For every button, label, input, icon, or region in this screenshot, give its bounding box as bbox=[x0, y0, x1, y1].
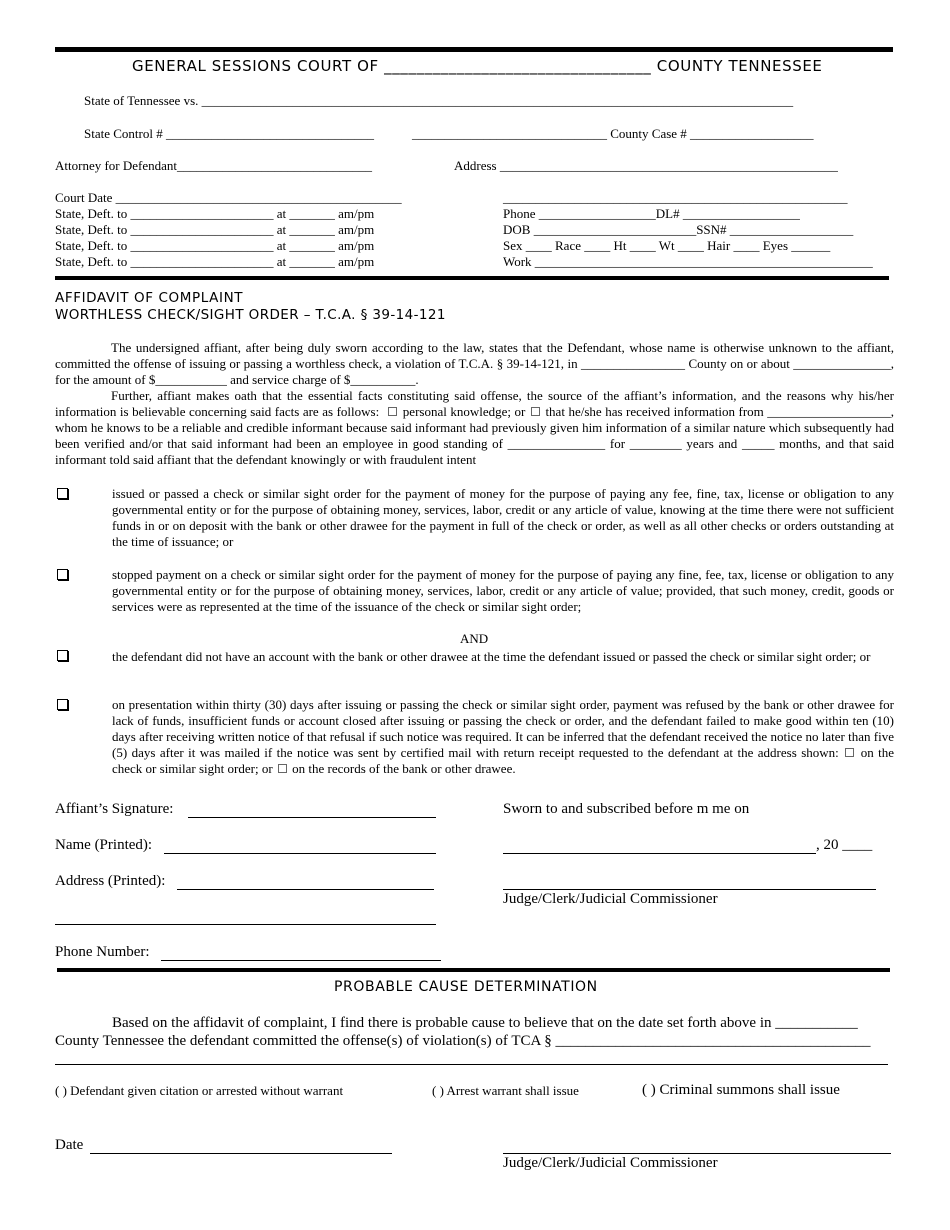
state-deft-row[interactable]: State, Deft. to ______________________ at _______ am/pm bbox=[55, 238, 375, 253]
year-field[interactable]: , 20 ____ bbox=[816, 837, 873, 853]
item-2-checkbox[interactable] bbox=[57, 569, 68, 580]
top-rule bbox=[55, 47, 893, 52]
item-3-checkbox[interactable] bbox=[57, 650, 68, 661]
county-case-field[interactable]: ______________________________ County Case # ___________________ bbox=[412, 126, 814, 141]
personal-knowledge-label: personal knowledge; or bbox=[402, 404, 526, 419]
probable-cause-line-1[interactable]: Based on the affidavit of complaint, I find there is probable cause to believe that on the date set forth above in ___________ bbox=[112, 1015, 858, 1031]
address-printed-label: Address (Printed): bbox=[55, 873, 166, 889]
probable-cause-judge-label: Judge/Clerk/Judicial Commissioner bbox=[503, 1155, 718, 1171]
date-line[interactable] bbox=[90, 1152, 392, 1154]
personal-knowledge-checkbox[interactable] bbox=[388, 407, 397, 416]
check-address-label: on the check or similar sight order; or bbox=[112, 745, 895, 776]
citation-option[interactable]: ( ) Defendant given citation or arrested without warrant bbox=[55, 1083, 344, 1098]
court-date-field[interactable]: Court Date ____________________________________________ bbox=[55, 190, 402, 205]
name-printed-label: Name (Printed): bbox=[55, 837, 153, 853]
affiant-signature-label: Affiant’s Signature: bbox=[55, 801, 174, 817]
affidavit-subtitle: WORTHLESS CHECK/SIGHT ORDER – T.C.A. § 39-14-121 bbox=[55, 307, 446, 323]
date-label: Date bbox=[55, 1137, 84, 1153]
judge-label: Judge/Clerk/Judicial Commissioner bbox=[503, 891, 718, 907]
sworn-label: Sworn to and subscribed before m me on bbox=[503, 801, 750, 817]
dob-ssn-field[interactable]: DOB _________________________SSN# ___________________ bbox=[503, 222, 854, 237]
probable-cause-line-2[interactable]: County Tennessee the defendant committed the offense(s) of violation(s) of TCA § __________________________________________ bbox=[55, 1033, 871, 1049]
item-2-text: stopped payment on a check or similar sight order for the payment of money for the purpose of paying any fine, fee, tax, license or obligation to any governmental entity or for the purpose of obtaining money, services, labor, credit or any article of value; provided, that such money, credit, goods or services were as represented at the time of the issuance of the check or similar sight order; bbox=[112, 567, 894, 614]
address-field[interactable]: Address ____________________________________________________ bbox=[454, 158, 838, 173]
and-label: AND bbox=[460, 631, 489, 646]
phone-number-line[interactable] bbox=[161, 959, 441, 961]
state-deft-row[interactable]: State, Deft. to ______________________ at _______ am/pm bbox=[55, 254, 375, 269]
bank-records-label: on the records of the bank or other drawee. bbox=[292, 761, 516, 776]
informant-checkbox[interactable] bbox=[531, 407, 540, 416]
probable-cause-title: PROBABLE CAUSE DETERMINATION bbox=[334, 979, 598, 995]
work-field[interactable]: Work ____________________________________________________ bbox=[503, 254, 873, 269]
affidavit-paragraph-2 bbox=[55, 388, 894, 468]
check-address-checkbox[interactable] bbox=[845, 748, 854, 757]
phone-number-label: Phone Number: bbox=[55, 944, 150, 960]
header-bottom-rule bbox=[55, 276, 889, 280]
state-vs-field[interactable]: State of Tennessee vs. ___________________________________________________________________________________________ bbox=[84, 93, 794, 108]
criminal-summons-option[interactable]: ( ) Criminal summons shall issue bbox=[642, 1082, 840, 1098]
address-printed-line[interactable] bbox=[177, 888, 434, 890]
informant-label: that he/she has received information from ___________________, whom he knows to be a reliable and credible informant because said informant had previously given him information of a similar nature which subsequently had been verified and/or that said informant had been an employee in good standing of _______________ for ________ years and _____ months, and that said informant told said affiant that the defendant knowingly or with fraudulent intent bbox=[55, 404, 895, 467]
sworn-date-line[interactable] bbox=[503, 852, 816, 854]
state-deft-row[interactable]: State, Deft. to ______________________ at _______ am/pm bbox=[55, 206, 375, 221]
court-title: GENERAL SESSIONS COURT OF _________________________________ COUNTY TENNESSEE bbox=[132, 57, 823, 75]
section-rule bbox=[57, 968, 890, 972]
phone-dl-field[interactable]: Phone __________________DL# __________________ bbox=[503, 206, 800, 221]
item-3-text: the defendant did not have an account with the bank or other drawee at the time the defendant issued or passed the check or similar sight order; or bbox=[112, 649, 871, 664]
affidavit-paragraph-1: The undersigned affiant, after being duly sworn according to the law, states that the Defendant, whose name is otherwise unknown to the affiant, committed the offense of issuing or passing a worthless check, a violation of T.C.A. § 39-14-121, in ________________ County on or about _______________, for the amount of $___________ and service charge of $__________. bbox=[55, 340, 894, 387]
name-printed-line[interactable] bbox=[164, 852, 436, 854]
item-1-checkbox[interactable] bbox=[57, 488, 68, 499]
address-second-line[interactable] bbox=[55, 923, 436, 925]
arrest-warrant-option[interactable]: ( ) Arrest warrant shall issue bbox=[432, 1083, 579, 1098]
state-control-field[interactable]: State Control # ________________________________ bbox=[84, 126, 374, 141]
affiant-signature-line[interactable] bbox=[188, 816, 436, 818]
probable-cause-blank-line[interactable] bbox=[55, 1063, 888, 1065]
affidavit-title: AFFIDAVIT OF COMPLAINT bbox=[55, 290, 244, 306]
attorney-field[interactable]: Attorney for Defendant______________________________ bbox=[55, 158, 373, 173]
paragraph-2-intro: Further, affiant makes oath that the essential facts constituting said offense, the source of the affiant’s information, and the reasons why his/her information is believable concerning said facts are as follows: bbox=[55, 388, 894, 419]
item-4-checkbox[interactable] bbox=[57, 699, 68, 710]
item-1-text: issued or passed a check or similar sight order for the payment of money for the purpose of paying any fee, fine, tax, license or obligation to any governmental entity or for the purpose of obtaining money, services, labor, credit or any article of value, knowing at the time there were not sufficient funds in or on deposit with the bank or other drawee for the payment in full of the check or order, as well as all other checks or orders outstanding at the time of issuance; or bbox=[112, 486, 894, 549]
defendant-blank-line[interactable]: _____________________________________________________ bbox=[503, 190, 848, 205]
bank-records-checkbox[interactable] bbox=[278, 764, 287, 773]
item-4-text bbox=[112, 697, 894, 777]
state-deft-row[interactable]: State, Deft. to ______________________ at _______ am/pm bbox=[55, 222, 375, 237]
item-4-body: on presentation within thirty (30) days after issuing or passing the check or similar sight order, payment was refused by the bank or other drawee for lack of funds, insufficient funds or account closed after issuing or passing the check or order, and the defendant failed to make good within ten (10) days after receiving written notice of that refusal if such notice was required. It can be inferred that the defendant received the notice no later than five (5) days after it was mailed if the notice was sent by certified mail with return receipt requested to the defendant at the address shown: bbox=[112, 697, 894, 760]
physical-description-field[interactable]: Sex ____ Race ____ Ht ____ Wt ____ Hair ____ Eyes ______ bbox=[503, 238, 831, 253]
affidavit-body bbox=[55, 340, 894, 468]
